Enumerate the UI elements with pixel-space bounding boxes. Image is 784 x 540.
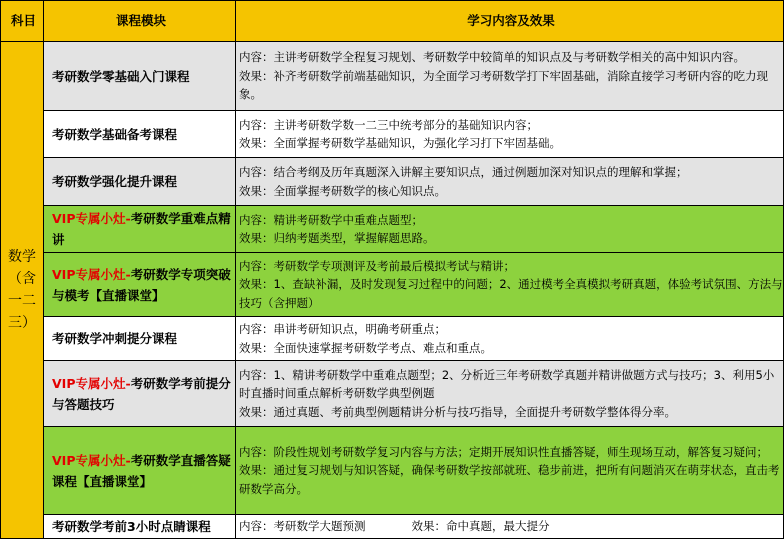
content-line: 内容：1、精讲考研数学中重难点题型；2、分析近三年考研数学真题并精讲做题方式与技巧；3、利用5小时直播时间重点解析考研数学典型例题 bbox=[239, 367, 775, 401]
content-line: 效果：全面快速掌握考研数学考点、难点和重点。 bbox=[239, 340, 492, 355]
table-row bbox=[1, 253, 784, 317]
table-row bbox=[1, 427, 784, 515]
table-row bbox=[1, 111, 784, 158]
table-row bbox=[1, 206, 784, 253]
module-cell bbox=[44, 111, 236, 158]
content-line: 内容：考研数学大题预测 效果：命中真题，最大提分 bbox=[239, 519, 550, 534]
module-name: 考研数学考前提分与答题技巧 bbox=[52, 375, 231, 412]
module-cell bbox=[44, 427, 236, 515]
module-name: 考研数学冲刺提分课程 bbox=[52, 331, 178, 346]
vip-tag: VIP专属小灶- bbox=[52, 266, 131, 282]
content-cell bbox=[236, 361, 784, 427]
subject-line: 数学 bbox=[8, 249, 36, 265]
content-line: 内容：结合考纲及历年真题深入讲解主要知识点，通过例题加深对知识点的理解和掌握； bbox=[239, 165, 688, 179]
header-content: 学习内容及效果 bbox=[236, 1, 784, 42]
content-cell bbox=[236, 42, 784, 111]
content-line: 效果：通过复习规划与知识答疑，确保考研数学按部就班、稳步前进，把所有问题消灭在萌芽状态，直击考研数学高分。 bbox=[239, 463, 780, 496]
content-line: 效果：全面掌握考研数学基础知识，为强化学习打下牢固基础。 bbox=[239, 136, 561, 150]
vip-tag: VIP专属小灶- bbox=[52, 211, 131, 226]
module-name: 考研数学考前3小时点睛课程 bbox=[52, 519, 211, 534]
module-cell bbox=[44, 253, 236, 317]
header-subject: 科目 bbox=[1, 1, 44, 42]
content-cell bbox=[236, 253, 784, 317]
content-line: 内容：精讲考研数学中重难点题型； bbox=[239, 212, 423, 227]
content-cell bbox=[236, 427, 784, 515]
content-line: 效果：补齐考研数学前端基础知识，为全面学习考研数学打下牢固基础，消除直接学习考研内容的吃力现象。 bbox=[239, 68, 768, 102]
table-row bbox=[1, 361, 784, 427]
module-cell bbox=[44, 42, 236, 111]
content-line: 内容：考研数学专项测评及考前最后模拟考试与精讲； bbox=[239, 258, 515, 273]
module-name: 考研数学零基础入门课程 bbox=[52, 68, 190, 84]
module-cell bbox=[44, 206, 236, 253]
vip-tag: VIP专属小灶- bbox=[52, 452, 131, 468]
header-module: 课程模块 bbox=[44, 1, 236, 42]
content-line: 效果：归纳考题类型，掌握解题思路。 bbox=[239, 231, 435, 245]
subject-line: 三） bbox=[8, 315, 36, 331]
table-row bbox=[1, 317, 784, 361]
subject-line: （含 bbox=[8, 271, 36, 287]
module-name: 考研数学专项突破与模考【直播课堂】 bbox=[52, 266, 231, 303]
module-name: 考研数学基础备考课程 bbox=[52, 126, 178, 142]
module-name: 考研数学直播答疑课程【直播课堂】 bbox=[52, 452, 231, 489]
module-cell bbox=[44, 158, 236, 206]
table-row bbox=[1, 158, 784, 206]
content-line: 效果：1、查缺补漏，及时发现复习过程中的问题；2、通过模考全真模拟考研真题，体验考试氛围、方法与技巧（含押题） bbox=[239, 277, 783, 310]
content-cell bbox=[236, 515, 784, 539]
content-cell bbox=[236, 206, 784, 253]
module-cell bbox=[44, 317, 236, 361]
content-line: 效果：全面掌握考研数学的核心知识点。 bbox=[239, 183, 446, 198]
content-line: 内容：阶段性规划考研数学复习内容与方法；定期开展知识性直播答疑，师生现场互动，解答复习疑问； bbox=[239, 444, 768, 459]
content-line: 内容：串讲考研知识点，明确考研重点； bbox=[239, 322, 446, 336]
table-row bbox=[1, 42, 784, 111]
subject-cell bbox=[1, 42, 44, 539]
vip-tag: VIP专属小灶- bbox=[52, 375, 131, 391]
module-name: 考研数学重难点精讲 bbox=[52, 211, 231, 247]
module-cell bbox=[44, 361, 236, 427]
content-line: 内容：主讲考研数学全程复习规划、考研数学中较简单的知识点及与考研数学相关的高中知识内容。 bbox=[239, 50, 745, 65]
header-row bbox=[1, 1, 784, 42]
content-cell bbox=[236, 317, 784, 361]
content-line: 效果：通过真题、考前典型例题精讲分析与技巧指导，全面提升考研数学整体得分率。 bbox=[239, 404, 676, 419]
module-name: 考研数学强化提升课程 bbox=[52, 174, 178, 189]
content-cell bbox=[236, 158, 784, 206]
content-line: 内容：主讲考研数学数一二三中统考部分的基础知识内容； bbox=[239, 117, 538, 132]
subject-line: 一二 bbox=[8, 293, 36, 309]
table-row bbox=[1, 515, 784, 539]
content-cell bbox=[236, 111, 784, 158]
module-cell bbox=[44, 515, 236, 539]
